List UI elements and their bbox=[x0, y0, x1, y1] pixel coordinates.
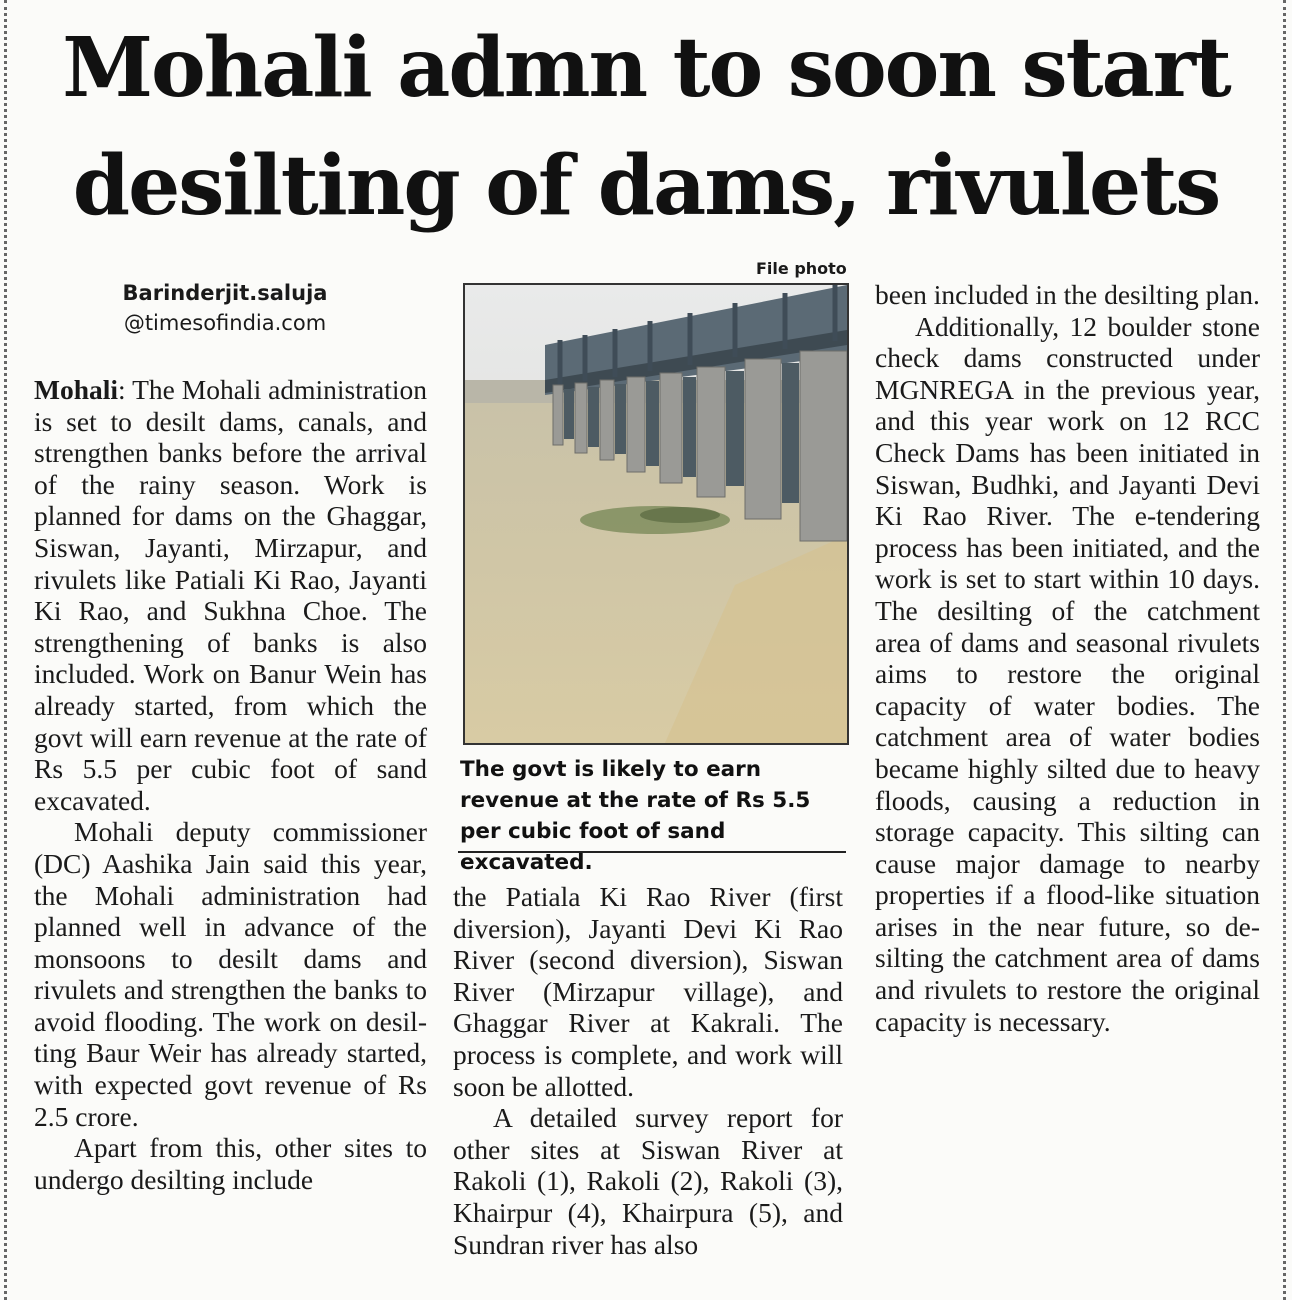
dam-photo bbox=[463, 283, 849, 745]
article-paragraph-2: Mohali deputy commissioner (DC) Aashika Jain said this year, the Mohali administration had planned well in advance of the monsoons to desilt dams and rivulets and strengthen the banks to avoid flooding. The work on desilting Baur Weir has already started, with expected govt revenue of Rs 2.5 crore. bbox=[34, 816, 427, 1132]
photo-credit: File photo bbox=[756, 259, 847, 278]
headline-line-1: Mohali admn to soon start bbox=[62, 20, 1230, 116]
article-paragraph-4-start: A detailed survey report for other sites at Siswan River at Rakoli (1), Rakoli (2), Rakoli (3), Khairpur (4), Khairpura (5), and Sundran river has also bbox=[453, 1102, 843, 1260]
byline-name: Barinderjit.saluja bbox=[122, 281, 328, 305]
paragraph-1-text: : The Mohali administration is set to desilt dams, canals, and strengthen banks before the arrival of the rainy season. Work is planned for dams on the Ghaggar, Siswan, Jayanti, Mirzapur, and rivulets like Patiali Ki Rao, Jayanti Ki Rao, and Sukhna Choe. The strengthening of banks is also included. Work on Banur Wein has already started, from which the govt will earn revenue at the rate of Rs 5.5 per cubic foot of sand excavated. bbox=[34, 374, 427, 816]
photo-caption: The govt is likely to earn revenue at the rate of Rs 5.5 per cubic foot of sand excavated. bbox=[460, 757, 811, 875]
headline-line-2: desilting of dams, rivulets bbox=[72, 138, 1220, 234]
article-column-3 bbox=[875, 279, 1260, 1037]
article-paragraph-3-continued: the Patiala Ki Rao River (first diversion), Jayanti Devi Ki Rao River (second diversion), Siswan River (Mirzapur village), and Ghaggar River at Kakrali. The process is complete, and work will soon be allotted. bbox=[453, 881, 843, 1102]
article-paragraph-5: Additionally, 12 boulder stone check dams constructed under MGNREGA in the previous year, and this year work on 12 RCC Check Dams has been initiated in Siswan, Budhki, and Jayanti Devi Ki Rao River. The e-tendering process has been initiated, and the work is set to start within 10 days. The desilting of the catchment area of dams and seasonal rivulets aims to restore the original capacity of water bodies. The catchment area of water bodies became highly silted due to heavy floods, causing a reduction in storage capacity. This silting can cause major damage to nearby properties if a flood-like situation arises in the near future, so desilting the catchment area of dams and rivulets to restore the original capacity is necessary. bbox=[875, 310, 1260, 1037]
article-paragraph-1 bbox=[34, 374, 427, 816]
article-column-2 bbox=[453, 881, 843, 1260]
byline bbox=[50, 278, 400, 338]
caption-rule bbox=[458, 851, 846, 853]
byline-handle: @timesofindia.com bbox=[123, 311, 327, 335]
article-paragraph-4-continued: been included in the desilting plan. bbox=[875, 279, 1260, 310]
article-paragraph-3-start: Apart from this, other sites to undergo desilting include bbox=[34, 1132, 427, 1195]
dateline: Mohali bbox=[34, 374, 119, 405]
article-column-1 bbox=[34, 374, 427, 1195]
